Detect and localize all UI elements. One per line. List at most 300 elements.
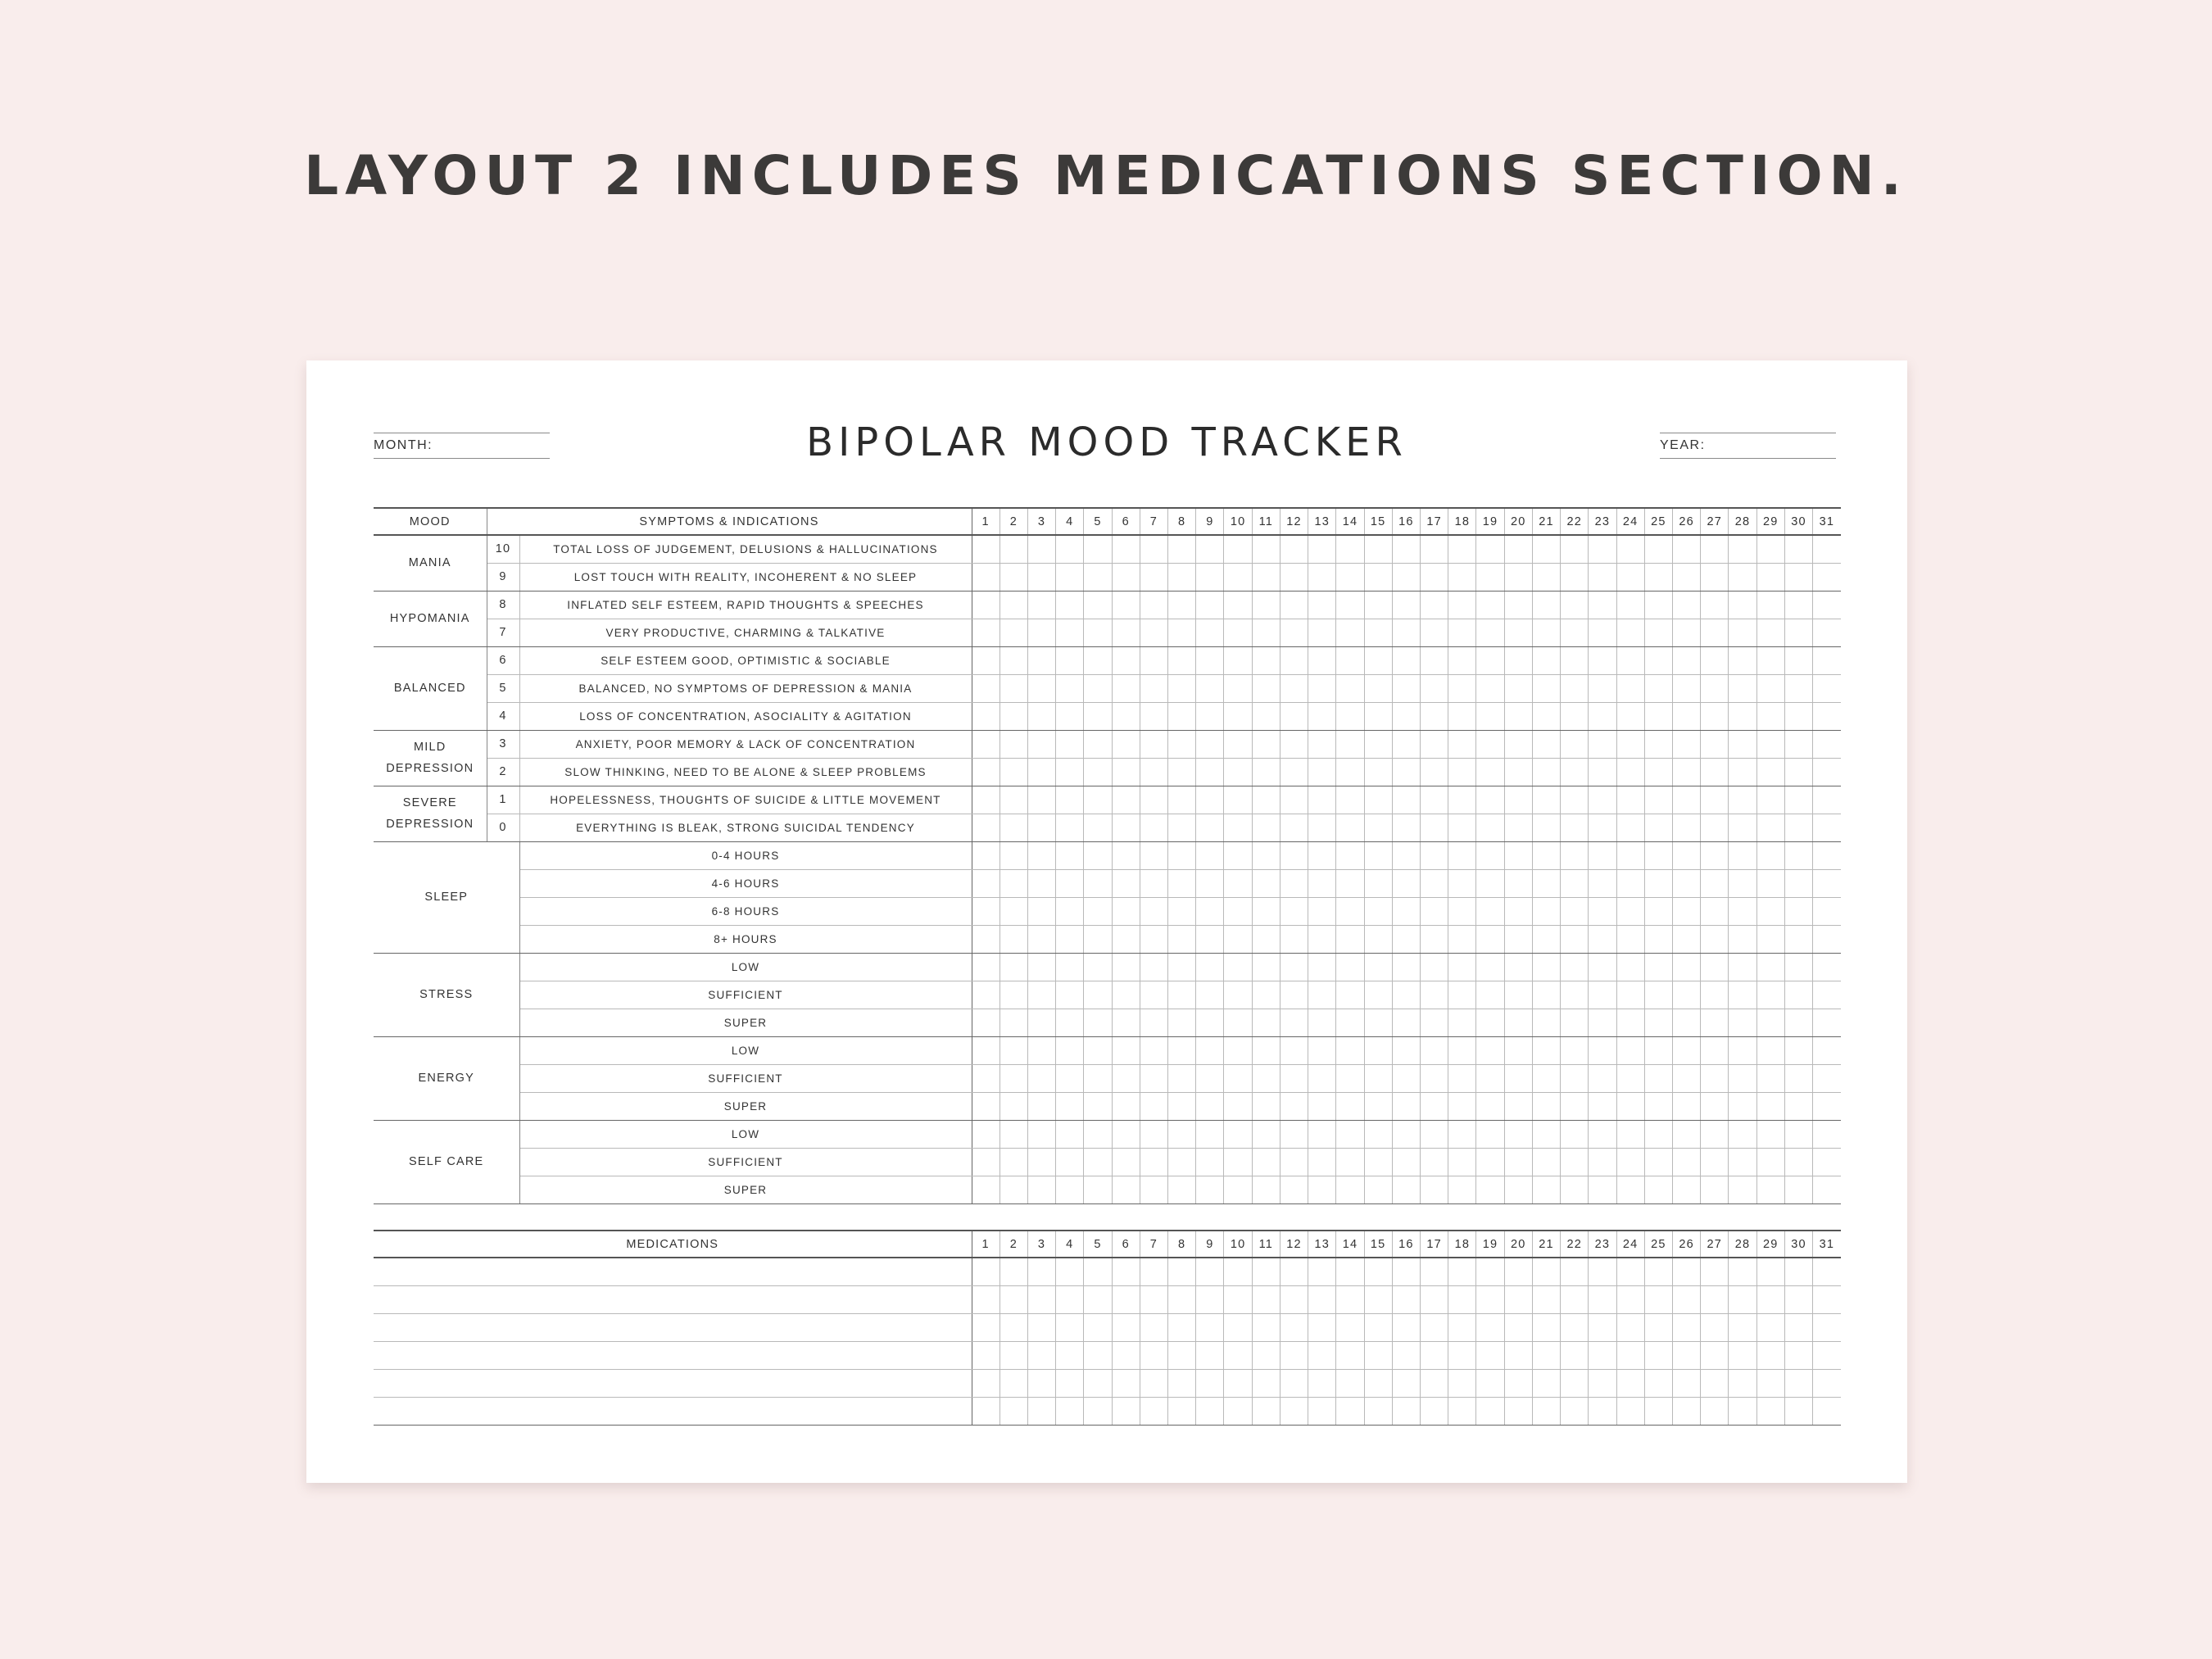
- day-cell[interactable]: [1756, 925, 1784, 953]
- day-cell[interactable]: [1504, 1397, 1532, 1425]
- day-cell[interactable]: [1701, 1341, 1729, 1369]
- day-cell[interactable]: [1364, 814, 1392, 841]
- day-cell[interactable]: [1084, 953, 1112, 981]
- day-cell[interactable]: [1056, 897, 1084, 925]
- day-cell[interactable]: [1729, 1397, 1756, 1425]
- day-cell[interactable]: [1729, 563, 1756, 591]
- day-cell[interactable]: [1168, 953, 1196, 981]
- day-cell[interactable]: [1027, 1064, 1055, 1092]
- day-cell[interactable]: [999, 1285, 1027, 1313]
- day-cell[interactable]: [1112, 897, 1140, 925]
- day-cell[interactable]: [1308, 1148, 1336, 1176]
- day-cell[interactable]: [1421, 1092, 1448, 1120]
- day-cell[interactable]: [1084, 1148, 1112, 1176]
- day-cell[interactable]: [1813, 1341, 1841, 1369]
- day-cell[interactable]: [1589, 535, 1616, 563]
- day-cell[interactable]: [1056, 702, 1084, 730]
- day-cell[interactable]: [1532, 981, 1560, 1009]
- day-cell[interactable]: [1813, 786, 1841, 814]
- day-cell[interactable]: [1504, 563, 1532, 591]
- day-cell[interactable]: [1813, 619, 1841, 646]
- day-cell[interactable]: [1756, 730, 1784, 758]
- day-cell[interactable]: [1224, 758, 1252, 786]
- day-cell[interactable]: [1280, 1036, 1308, 1064]
- day-cell[interactable]: [1784, 1285, 1812, 1313]
- day-cell[interactable]: [1813, 758, 1841, 786]
- day-cell[interactable]: [1784, 1341, 1812, 1369]
- day-cell[interactable]: [1672, 1064, 1700, 1092]
- day-cell[interactable]: [1448, 535, 1476, 563]
- day-cell[interactable]: [1027, 1369, 1055, 1397]
- day-cell[interactable]: [1589, 897, 1616, 925]
- day-cell[interactable]: [1589, 730, 1616, 758]
- day-cell[interactable]: [999, 1176, 1027, 1203]
- day-cell[interactable]: [1644, 1341, 1672, 1369]
- day-cell[interactable]: [1336, 953, 1364, 981]
- day-cell[interactable]: [1392, 1120, 1420, 1148]
- day-cell[interactable]: [1504, 1176, 1532, 1203]
- day-cell[interactable]: [1448, 1092, 1476, 1120]
- day-cell[interactable]: [1027, 563, 1055, 591]
- day-cell[interactable]: [1616, 1009, 1644, 1036]
- day-cell[interactable]: [1644, 1148, 1672, 1176]
- day-cell[interactable]: [1784, 981, 1812, 1009]
- day-cell[interactable]: [1252, 1092, 1280, 1120]
- day-cell[interactable]: [1084, 925, 1112, 953]
- day-cell[interactable]: [1308, 841, 1336, 869]
- day-cell[interactable]: [1392, 563, 1420, 591]
- day-cell[interactable]: [1532, 1176, 1560, 1203]
- day-cell[interactable]: [1561, 1064, 1589, 1092]
- day-cell[interactable]: [1252, 758, 1280, 786]
- day-cell[interactable]: [1196, 1258, 1224, 1285]
- day-cell[interactable]: [1112, 786, 1140, 814]
- day-cell[interactable]: [1756, 619, 1784, 646]
- day-cell[interactable]: [1729, 1036, 1756, 1064]
- day-cell[interactable]: [1504, 674, 1532, 702]
- day-cell[interactable]: [1476, 1120, 1504, 1148]
- day-cell[interactable]: [972, 1092, 999, 1120]
- day-cell[interactable]: [1701, 1064, 1729, 1092]
- day-cell[interactable]: [1421, 786, 1448, 814]
- day-cell[interactable]: [1308, 702, 1336, 730]
- day-cell[interactable]: [1616, 591, 1644, 619]
- day-cell[interactable]: [1644, 953, 1672, 981]
- day-cell[interactable]: [1504, 591, 1532, 619]
- day-cell[interactable]: [1364, 1036, 1392, 1064]
- day-cell[interactable]: [1476, 786, 1504, 814]
- day-cell[interactable]: [1448, 1341, 1476, 1369]
- day-cell[interactable]: [1561, 619, 1589, 646]
- day-cell[interactable]: [1616, 646, 1644, 674]
- day-cell[interactable]: [1701, 953, 1729, 981]
- day-cell[interactable]: [1813, 730, 1841, 758]
- day-cell[interactable]: [1644, 841, 1672, 869]
- day-cell[interactable]: [1196, 841, 1224, 869]
- day-cell[interactable]: [1224, 981, 1252, 1009]
- day-cell[interactable]: [999, 1036, 1027, 1064]
- day-cell[interactable]: [1784, 702, 1812, 730]
- day-cell[interactable]: [1308, 1064, 1336, 1092]
- day-cell[interactable]: [1729, 841, 1756, 869]
- day-cell[interactable]: [1561, 1258, 1589, 1285]
- day-cell[interactable]: [1701, 1285, 1729, 1313]
- day-cell[interactable]: [1084, 1341, 1112, 1369]
- day-cell[interactable]: [1448, 841, 1476, 869]
- day-cell[interactable]: [1672, 869, 1700, 897]
- day-cell[interactable]: [1756, 758, 1784, 786]
- day-cell[interactable]: [1532, 786, 1560, 814]
- day-cell[interactable]: [1476, 1148, 1504, 1176]
- day-cell[interactable]: [1084, 1397, 1112, 1425]
- day-cell[interactable]: [1532, 1313, 1560, 1341]
- day-cell[interactable]: [1112, 1120, 1140, 1148]
- day-cell[interactable]: [972, 869, 999, 897]
- day-cell[interactable]: [1504, 1036, 1532, 1064]
- day-cell[interactable]: [1224, 814, 1252, 841]
- day-cell[interactable]: [1644, 535, 1672, 563]
- day-cell[interactable]: [1813, 1092, 1841, 1120]
- day-cell[interactable]: [1589, 758, 1616, 786]
- day-cell[interactable]: [1336, 841, 1364, 869]
- day-cell[interactable]: [1364, 1092, 1392, 1120]
- day-cell[interactable]: [1532, 1036, 1560, 1064]
- day-cell[interactable]: [1056, 1341, 1084, 1369]
- day-cell[interactable]: [1729, 730, 1756, 758]
- day-cell[interactable]: [1561, 814, 1589, 841]
- day-cell[interactable]: [1504, 981, 1532, 1009]
- day-cell[interactable]: [1224, 1064, 1252, 1092]
- day-cell[interactable]: [999, 1148, 1027, 1176]
- day-cell[interactable]: [1112, 1009, 1140, 1036]
- day-cell[interactable]: [1112, 1064, 1140, 1092]
- day-cell[interactable]: [1196, 1285, 1224, 1313]
- day-cell[interactable]: [1112, 841, 1140, 869]
- day-cell[interactable]: [1224, 841, 1252, 869]
- day-cell[interactable]: [1672, 1369, 1700, 1397]
- day-cell[interactable]: [1813, 1313, 1841, 1341]
- day-cell[interactable]: [1224, 1148, 1252, 1176]
- day-cell[interactable]: [1168, 1285, 1196, 1313]
- day-cell[interactable]: [1056, 953, 1084, 981]
- day-cell[interactable]: [1056, 1064, 1084, 1092]
- day-cell[interactable]: [1196, 925, 1224, 953]
- day-cell[interactable]: [1196, 1092, 1224, 1120]
- day-cell[interactable]: [1112, 1036, 1140, 1064]
- day-cell[interactable]: [1421, 1397, 1448, 1425]
- day-cell[interactable]: [1589, 1092, 1616, 1120]
- day-cell[interactable]: [1196, 1120, 1224, 1148]
- day-cell[interactable]: [1168, 1313, 1196, 1341]
- day-cell[interactable]: [1084, 841, 1112, 869]
- day-cell[interactable]: [1701, 1176, 1729, 1203]
- day-cell[interactable]: [1084, 869, 1112, 897]
- day-cell[interactable]: [1336, 646, 1364, 674]
- day-cell[interactable]: [1532, 1369, 1560, 1397]
- day-cell[interactable]: [1813, 591, 1841, 619]
- day-cell[interactable]: [1476, 981, 1504, 1009]
- day-cell[interactable]: [1280, 1369, 1308, 1397]
- day-cell[interactable]: [1364, 1369, 1392, 1397]
- day-cell[interactable]: [1616, 981, 1644, 1009]
- day-cell[interactable]: [1084, 1258, 1112, 1285]
- day-cell[interactable]: [1561, 981, 1589, 1009]
- day-cell[interactable]: [1448, 1313, 1476, 1341]
- day-cell[interactable]: [1589, 563, 1616, 591]
- day-cell[interactable]: [1168, 1258, 1196, 1285]
- day-cell[interactable]: [1364, 841, 1392, 869]
- day-cell[interactable]: [1561, 953, 1589, 981]
- day-cell[interactable]: [1027, 1092, 1055, 1120]
- day-cell[interactable]: [1756, 869, 1784, 897]
- day-cell[interactable]: [1140, 646, 1167, 674]
- day-cell[interactable]: [1589, 1341, 1616, 1369]
- day-cell[interactable]: [1280, 925, 1308, 953]
- day-cell[interactable]: [1336, 1036, 1364, 1064]
- day-cell[interactable]: [1336, 591, 1364, 619]
- day-cell[interactable]: [1756, 953, 1784, 981]
- day-cell[interactable]: [1448, 1120, 1476, 1148]
- day-cell[interactable]: [1504, 1148, 1532, 1176]
- day-cell[interactable]: [1168, 619, 1196, 646]
- day-cell[interactable]: [1644, 814, 1672, 841]
- day-cell[interactable]: [1813, 1148, 1841, 1176]
- day-cell[interactable]: [1476, 535, 1504, 563]
- day-cell[interactable]: [1224, 1285, 1252, 1313]
- day-cell[interactable]: [1140, 925, 1167, 953]
- day-cell[interactable]: [1308, 981, 1336, 1009]
- day-cell[interactable]: [1448, 758, 1476, 786]
- day-cell[interactable]: [1756, 1036, 1784, 1064]
- day-cell[interactable]: [1784, 619, 1812, 646]
- day-cell[interactable]: [1701, 1397, 1729, 1425]
- day-cell[interactable]: [1224, 1036, 1252, 1064]
- day-cell[interactable]: [1504, 730, 1532, 758]
- day-cell[interactable]: [999, 1313, 1027, 1341]
- day-cell[interactable]: [1813, 981, 1841, 1009]
- day-cell[interactable]: [1084, 646, 1112, 674]
- day-cell[interactable]: [1112, 1092, 1140, 1120]
- day-cell[interactable]: [1168, 1369, 1196, 1397]
- day-cell[interactable]: [1756, 897, 1784, 925]
- day-cell[interactable]: [1589, 814, 1616, 841]
- day-cell[interactable]: [1027, 1176, 1055, 1203]
- medication-name-cell[interactable]: [374, 1313, 972, 1341]
- day-cell[interactable]: [1532, 619, 1560, 646]
- day-cell[interactable]: [1280, 869, 1308, 897]
- day-cell[interactable]: [1224, 1092, 1252, 1120]
- day-cell[interactable]: [1644, 1092, 1672, 1120]
- day-cell[interactable]: [1589, 1036, 1616, 1064]
- day-cell[interactable]: [1561, 841, 1589, 869]
- day-cell[interactable]: [1589, 981, 1616, 1009]
- day-cell[interactable]: [1336, 674, 1364, 702]
- day-cell[interactable]: [999, 897, 1027, 925]
- day-cell[interactable]: [972, 591, 999, 619]
- day-cell[interactable]: [1701, 563, 1729, 591]
- day-cell[interactable]: [1084, 1009, 1112, 1036]
- day-cell[interactable]: [1224, 897, 1252, 925]
- day-cell[interactable]: [1392, 702, 1420, 730]
- day-cell[interactable]: [1476, 1036, 1504, 1064]
- day-cell[interactable]: [1056, 1036, 1084, 1064]
- day-cell[interactable]: [1784, 1397, 1812, 1425]
- medication-name-cell[interactable]: [374, 1285, 972, 1313]
- day-cell[interactable]: [1336, 563, 1364, 591]
- day-cell[interactable]: [972, 1036, 999, 1064]
- day-cell[interactable]: [1448, 1397, 1476, 1425]
- day-cell[interactable]: [1504, 619, 1532, 646]
- day-cell[interactable]: [1168, 786, 1196, 814]
- day-cell[interactable]: [972, 646, 999, 674]
- day-cell[interactable]: [1756, 1148, 1784, 1176]
- day-cell[interactable]: [1616, 674, 1644, 702]
- day-cell[interactable]: [1308, 897, 1336, 925]
- day-cell[interactable]: [1280, 535, 1308, 563]
- day-cell[interactable]: [1280, 1341, 1308, 1369]
- day-cell[interactable]: [1168, 869, 1196, 897]
- day-cell[interactable]: [1672, 1148, 1700, 1176]
- day-cell[interactable]: [1532, 563, 1560, 591]
- day-cell[interactable]: [1813, 1369, 1841, 1397]
- day-cell[interactable]: [1532, 674, 1560, 702]
- day-cell[interactable]: [1112, 1397, 1140, 1425]
- day-cell[interactable]: [999, 841, 1027, 869]
- day-cell[interactable]: [1784, 1369, 1812, 1397]
- day-cell[interactable]: [1252, 841, 1280, 869]
- day-cell[interactable]: [1729, 1176, 1756, 1203]
- day-cell[interactable]: [1168, 1341, 1196, 1369]
- day-cell[interactable]: [1056, 786, 1084, 814]
- day-cell[interactable]: [1729, 981, 1756, 1009]
- day-cell[interactable]: [1701, 1009, 1729, 1036]
- day-cell[interactable]: [999, 869, 1027, 897]
- day-cell[interactable]: [1336, 1341, 1364, 1369]
- day-cell[interactable]: [1672, 925, 1700, 953]
- day-cell[interactable]: [1476, 1397, 1504, 1425]
- day-cell[interactable]: [999, 1258, 1027, 1285]
- day-cell[interactable]: [1784, 1313, 1812, 1341]
- day-cell[interactable]: [1561, 1036, 1589, 1064]
- day-cell[interactable]: [1756, 1120, 1784, 1148]
- day-cell[interactable]: [1252, 897, 1280, 925]
- day-cell[interactable]: [1672, 1285, 1700, 1313]
- day-cell[interactable]: [1784, 563, 1812, 591]
- day-cell[interactable]: [1027, 1148, 1055, 1176]
- day-cell[interactable]: [1616, 869, 1644, 897]
- day-cell[interactable]: [1476, 897, 1504, 925]
- day-cell[interactable]: [1308, 535, 1336, 563]
- day-cell[interactable]: [1813, 1397, 1841, 1425]
- day-cell[interactable]: [1784, 841, 1812, 869]
- day-cell[interactable]: [1644, 591, 1672, 619]
- day-cell[interactable]: [1308, 1369, 1336, 1397]
- day-cell[interactable]: [1056, 869, 1084, 897]
- day-cell[interactable]: [1308, 1313, 1336, 1341]
- day-cell[interactable]: [1532, 1397, 1560, 1425]
- day-cell[interactable]: [1056, 646, 1084, 674]
- day-cell[interactable]: [1476, 1009, 1504, 1036]
- day-cell[interactable]: [1196, 591, 1224, 619]
- day-cell[interactable]: [1701, 981, 1729, 1009]
- day-cell[interactable]: [1224, 619, 1252, 646]
- day-cell[interactable]: [1140, 591, 1167, 619]
- day-cell[interactable]: [1701, 925, 1729, 953]
- day-cell[interactable]: [1589, 619, 1616, 646]
- day-cell[interactable]: [1561, 869, 1589, 897]
- day-cell[interactable]: [1813, 953, 1841, 981]
- day-cell[interactable]: [1392, 814, 1420, 841]
- day-cell[interactable]: [1476, 1313, 1504, 1341]
- day-cell[interactable]: [1421, 1064, 1448, 1092]
- day-cell[interactable]: [1336, 619, 1364, 646]
- day-cell[interactable]: [1056, 1176, 1084, 1203]
- day-cell[interactable]: [1532, 591, 1560, 619]
- day-cell[interactable]: [1476, 1341, 1504, 1369]
- day-cell[interactable]: [1421, 869, 1448, 897]
- day-cell[interactable]: [1729, 1285, 1756, 1313]
- day-cell[interactable]: [1252, 535, 1280, 563]
- day-cell[interactable]: [1336, 869, 1364, 897]
- day-cell[interactable]: [1084, 1285, 1112, 1313]
- day-cell[interactable]: [1561, 674, 1589, 702]
- day-cell[interactable]: [1532, 535, 1560, 563]
- day-cell[interactable]: [1504, 841, 1532, 869]
- day-cell[interactable]: [1112, 758, 1140, 786]
- day-cell[interactable]: [1308, 1120, 1336, 1148]
- day-cell[interactable]: [1084, 1369, 1112, 1397]
- day-cell[interactable]: [972, 674, 999, 702]
- day-cell[interactable]: [1616, 1369, 1644, 1397]
- day-cell[interactable]: [1756, 981, 1784, 1009]
- day-cell[interactable]: [1280, 814, 1308, 841]
- day-cell[interactable]: [1701, 674, 1729, 702]
- day-cell[interactable]: [1672, 646, 1700, 674]
- day-cell[interactable]: [1224, 786, 1252, 814]
- day-cell[interactable]: [1027, 869, 1055, 897]
- day-cell[interactable]: [1224, 535, 1252, 563]
- day-cell[interactable]: [1336, 1176, 1364, 1203]
- day-cell[interactable]: [1421, 646, 1448, 674]
- day-cell[interactable]: [972, 1285, 999, 1313]
- day-cell[interactable]: [1392, 841, 1420, 869]
- day-cell[interactable]: [1644, 674, 1672, 702]
- day-cell[interactable]: [1252, 1009, 1280, 1036]
- day-cell[interactable]: [972, 953, 999, 981]
- day-cell[interactable]: [972, 1064, 999, 1092]
- day-cell[interactable]: [1027, 702, 1055, 730]
- day-cell[interactable]: [1392, 1009, 1420, 1036]
- day-cell[interactable]: [1308, 563, 1336, 591]
- day-cell[interactable]: [1644, 646, 1672, 674]
- day-cell[interactable]: [1476, 1258, 1504, 1285]
- day-cell[interactable]: [1476, 869, 1504, 897]
- day-cell[interactable]: [1084, 981, 1112, 1009]
- day-cell[interactable]: [1280, 1064, 1308, 1092]
- day-cell[interactable]: [1308, 646, 1336, 674]
- day-cell[interactable]: [1589, 1369, 1616, 1397]
- day-cell[interactable]: [1644, 1009, 1672, 1036]
- day-cell[interactable]: [1392, 758, 1420, 786]
- day-cell[interactable]: [1392, 869, 1420, 897]
- day-cell[interactable]: [1504, 953, 1532, 981]
- day-cell[interactable]: [1112, 730, 1140, 758]
- day-cell[interactable]: [1224, 646, 1252, 674]
- day-cell[interactable]: [972, 1369, 999, 1397]
- day-cell[interactable]: [1504, 702, 1532, 730]
- day-cell[interactable]: [1056, 1369, 1084, 1397]
- day-cell[interactable]: [1561, 730, 1589, 758]
